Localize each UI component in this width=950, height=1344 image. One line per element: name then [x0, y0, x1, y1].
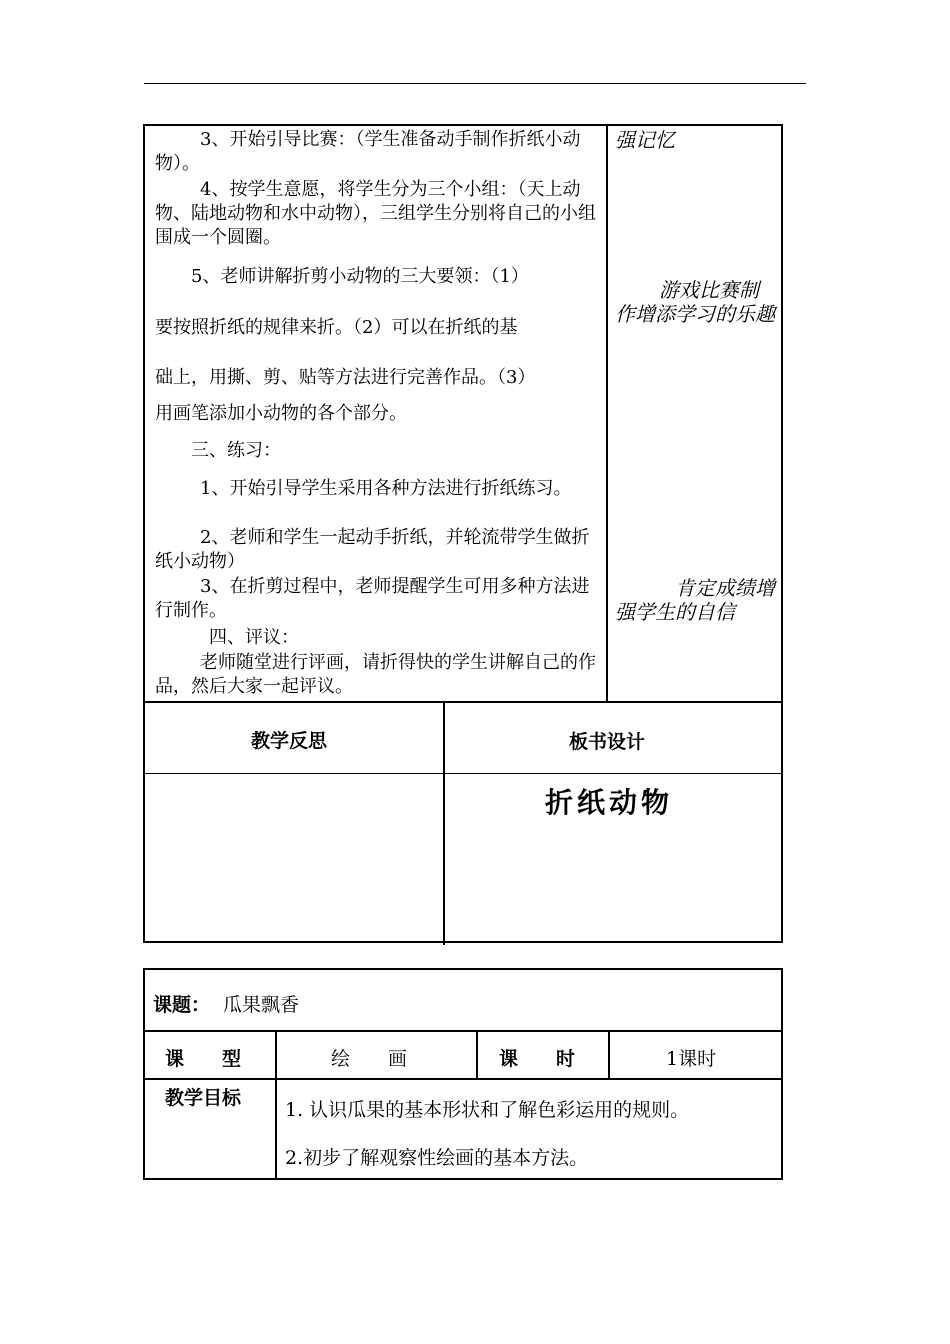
step-paragraph: 5、老师讲解折剪小动物的三大要领：（1）: [191, 266, 529, 287]
row-divider: [145, 701, 781, 703]
column-divider: [606, 126, 608, 701]
goal-item: 2.初步了解观察性绘画的基本方法。: [285, 1147, 589, 1169]
topic-value: 瓜果飘香: [223, 994, 300, 1016]
reflection-header: 教学反思: [251, 730, 328, 752]
section-heading: 三、练习：: [191, 440, 281, 461]
step-paragraph: 础上，用撕、剪、贴等方法进行完善作品。（3）: [155, 367, 536, 388]
page-header-rule: [144, 83, 806, 84]
step-paragraph: 3、在折剪过程中，老师提醒学生可用多种方法进行制作。: [155, 576, 590, 621]
section-heading: 四、评议：: [209, 627, 299, 648]
type-label: 课 型: [165, 1048, 242, 1070]
row-divider: [145, 1078, 781, 1080]
step-paragraph: 2、老师和学生一起动手折纸，并轮流带学生做折纸小动物）: [155, 527, 590, 572]
column-divider: [476, 1030, 478, 1078]
row-divider: [145, 773, 781, 774]
type-value: 绘 画: [331, 1048, 408, 1070]
topic-label: 课题：: [153, 994, 211, 1016]
board-design-header: 板书设计: [569, 731, 646, 753]
step-paragraph: 老师随堂进行评画，请折得快的学生讲解自己的作品，然后大家一起评议。: [155, 652, 596, 697]
column-divider: [443, 701, 445, 945]
lesson-process-table: [143, 124, 783, 943]
lesson-info-table: [143, 968, 783, 1180]
step-paragraph: 用画笔添加小动物的各个部分。: [155, 403, 407, 424]
note-game: 游戏比赛制作增添学习的乐趣: [615, 278, 775, 326]
step-paragraph: 4、按学生意愿，将学生分为三个小组：（天上动物、陆地动物和水中动物），三组学生分别将自己的小组围成一个圆圈。: [155, 179, 596, 248]
hours-label: 课 时: [499, 1048, 576, 1070]
goal-item: 1. 认识瓜果的基本形状和了解色彩运用的规则。: [285, 1099, 690, 1121]
note-confidence: 肯定成绩增强学生的自信: [615, 576, 775, 624]
hours-value: 1课时: [666, 1048, 717, 1070]
note-memory: 强记忆: [615, 128, 675, 152]
column-divider: [275, 1030, 277, 1180]
column-divider: [608, 1030, 610, 1078]
step-paragraph: 1、开始引导学生采用各种方法进行折纸练习。: [200, 478, 572, 499]
board-design-title: 折纸动物: [545, 786, 674, 819]
step-paragraph: 3、开始引导比赛：（学生准备动手制作折纸小动物）。: [155, 129, 581, 174]
row-divider: [145, 1030, 781, 1032]
step-paragraph: 要按照折纸的规律来折。（2）可以在折纸的基: [155, 317, 518, 338]
goals-label: 教学目标: [165, 1087, 242, 1109]
